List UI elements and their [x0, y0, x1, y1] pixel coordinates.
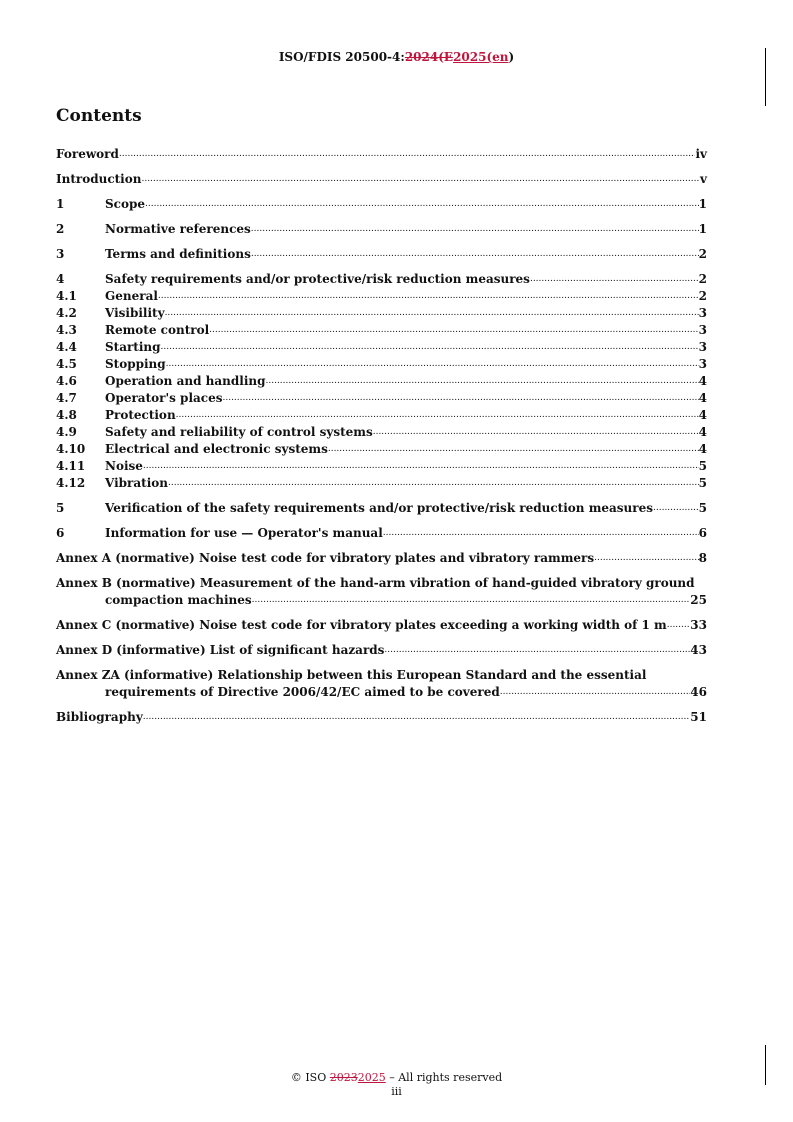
- toc-label: Noise: [105, 459, 143, 473]
- toc-label: Vibration: [105, 476, 168, 490]
- document-header: [0, 50, 793, 64]
- toc-number: 4.5: [56, 357, 77, 371]
- toc-number: 6: [56, 526, 65, 540]
- toc-leader: [165, 305, 699, 322]
- copyright-inserted-year: 2025: [357, 1071, 386, 1084]
- toc-row-information-for-use[interactable]: [56, 525, 707, 542]
- toc-number: 4.9: [56, 425, 77, 439]
- toc-leader: [328, 441, 699, 458]
- copyright-deleted-year: 2023: [329, 1071, 358, 1084]
- toc-row-annex-a[interactable]: [56, 550, 707, 567]
- toc-page: 2: [698, 289, 707, 303]
- toc-leader: [373, 424, 699, 441]
- toc-label: General: [105, 289, 158, 303]
- toc-row-verification[interactable]: [56, 500, 707, 517]
- header-deleted-year: 2024(E: [404, 50, 454, 64]
- toc-page: iv: [695, 147, 707, 161]
- toc-leader: [166, 356, 699, 373]
- toc-label: Foreword: [56, 147, 119, 161]
- toc-label: Electrical and electronic systems: [105, 442, 328, 456]
- toc-row-4-2[interactable]: [56, 305, 707, 322]
- toc-label: Scope: [105, 197, 146, 211]
- header-prefix: ISO/FDIS 20500-4:: [278, 50, 405, 64]
- toc-page: 25: [690, 593, 707, 607]
- toc-label-line1: Annex B (normative) Measurement of the hand-arm vibration of hand-guided vibratory ground: [56, 576, 695, 590]
- toc-page: 5: [698, 501, 707, 515]
- toc-row-4-1[interactable]: [56, 288, 707, 305]
- toc-label: Annex A (normative) Noise test code for vibratory plates and vibratory rammers: [56, 551, 595, 565]
- toc-row-4-7[interactable]: [56, 390, 707, 407]
- toc-page: 46: [690, 685, 707, 699]
- toc-page: 4: [698, 408, 707, 422]
- toc-row-annex-b[interactable]: [56, 575, 707, 609]
- toc-leader: [176, 407, 699, 424]
- toc-row-4-12[interactable]: [56, 475, 707, 492]
- toc-leader: [500, 684, 691, 701]
- change-bar-top: [765, 48, 766, 106]
- toc-leader: [383, 525, 699, 542]
- toc-label: requirements of Directive 2006/42/EC aimed to be covered: [105, 685, 500, 699]
- toc-label-line1: Annex ZA (informative) Relationship between this European Standard and the essential: [56, 668, 647, 682]
- toc-page: 1: [698, 222, 707, 236]
- header-inserted-year: 2025(en: [453, 50, 509, 64]
- toc-page: 3: [698, 306, 707, 320]
- toc-label: Stopping: [105, 357, 166, 371]
- toc-row-4-8[interactable]: [56, 407, 707, 424]
- toc-page: 3: [698, 357, 707, 371]
- toc-label: Operation and handling: [105, 374, 266, 388]
- toc-label: Terms and definitions: [105, 247, 251, 261]
- toc-leader: [158, 288, 699, 305]
- toc-leader: [252, 592, 691, 609]
- toc-leader: [266, 373, 699, 390]
- page-number: iii: [391, 1085, 402, 1098]
- header-suffix: ): [508, 50, 515, 64]
- toc-leader: [143, 709, 691, 726]
- toc-row-4-9[interactable]: [56, 424, 707, 441]
- toc-leader: [161, 339, 699, 356]
- toc-number: 4.4: [56, 340, 77, 354]
- toc-label: Introduction: [56, 172, 142, 186]
- toc-leader: [667, 617, 691, 634]
- toc-page: 51: [690, 710, 707, 724]
- document-footer: [0, 1071, 793, 1098]
- toc-number: 4.1: [56, 289, 77, 303]
- toc-leader: [384, 642, 690, 659]
- toc-leader: [119, 146, 696, 163]
- toc-number: 3: [56, 247, 65, 261]
- toc-label: Normative references: [105, 222, 251, 236]
- toc-leader: [251, 246, 699, 263]
- toc-row-bibliography[interactable]: [56, 709, 707, 726]
- toc-row-annex-c[interactable]: [56, 617, 707, 634]
- toc-label: Visibility: [105, 306, 165, 320]
- toc-label: Protection: [105, 408, 176, 422]
- toc-number: 4.3: [56, 323, 77, 337]
- toc-leader: [145, 196, 699, 213]
- toc-page: 1: [698, 197, 707, 211]
- toc-row-normative-references[interactable]: [56, 221, 707, 238]
- toc-page: 3: [698, 340, 707, 354]
- toc-label: Verification of the safety requirements and/or protective/risk reduction measures: [105, 501, 653, 515]
- toc-leader: [251, 221, 699, 238]
- contents-title: Contents: [56, 106, 142, 126]
- toc-number: 4: [56, 272, 65, 286]
- toc-row-4-6[interactable]: [56, 373, 707, 390]
- toc-label: Remote control: [105, 323, 210, 337]
- toc-number: 4.10: [56, 442, 86, 456]
- toc-page: 8: [698, 551, 707, 565]
- toc-leader: [222, 390, 698, 407]
- toc-page: 4: [698, 374, 707, 388]
- toc-label: Information for use — Operator's manual: [105, 526, 383, 540]
- toc-page: 5: [698, 476, 707, 490]
- toc-leader: [143, 458, 699, 475]
- toc-label: Bibliography: [56, 710, 143, 724]
- toc-number: 4.7: [56, 391, 77, 405]
- toc-page: 5: [698, 459, 707, 473]
- toc-leader: [209, 322, 699, 339]
- toc-leader: [168, 475, 699, 492]
- toc-number: 2: [56, 222, 65, 236]
- toc-page: 43: [690, 643, 707, 657]
- toc-page: v: [700, 172, 707, 186]
- toc-leader: [530, 271, 699, 288]
- toc-row-4-4[interactable]: [56, 339, 707, 356]
- toc-page: 4: [698, 391, 707, 405]
- toc-page: 6: [698, 526, 707, 540]
- toc-row-annex-d[interactable]: [56, 642, 707, 659]
- toc-leader: [594, 550, 699, 567]
- toc-page: 3: [698, 323, 707, 337]
- toc-page: 2: [698, 247, 707, 261]
- toc-number: 4.2: [56, 306, 77, 320]
- toc-number: 4.6: [56, 374, 77, 388]
- toc-row-foreword[interactable]: [56, 146, 707, 163]
- toc-label: compaction machines: [105, 593, 252, 607]
- toc-number: 4.8: [56, 408, 77, 422]
- toc-row-4-10[interactable]: [56, 441, 707, 458]
- toc-row-terms-definitions[interactable]: [56, 246, 707, 263]
- toc-row-introduction[interactable]: [56, 171, 707, 188]
- toc-page: 4: [698, 442, 707, 456]
- toc-page: 33: [690, 618, 707, 632]
- toc-leader: [141, 171, 700, 188]
- toc-row-4-3[interactable]: [56, 322, 707, 339]
- toc-number: 1: [56, 197, 65, 211]
- toc-row-safety-requirements[interactable]: [56, 271, 707, 288]
- toc-label: Annex D (informative) List of significant hazards: [56, 643, 385, 657]
- toc-row-4-11[interactable]: [56, 458, 707, 475]
- toc-label: Starting: [105, 340, 161, 354]
- toc-leader: [653, 500, 699, 517]
- copyright-suffix: – All rights reserved: [385, 1071, 503, 1084]
- table-of-contents: [56, 146, 707, 726]
- toc-page: 2: [698, 272, 707, 286]
- toc-row-annex-za[interactable]: [56, 667, 707, 701]
- toc-label: Safety requirements and/or protective/risk reduction measures: [105, 272, 530, 286]
- toc-row-scope[interactable]: [56, 196, 707, 213]
- copyright-prefix: © ISO: [290, 1071, 330, 1084]
- toc-row-4-5[interactable]: [56, 356, 707, 373]
- toc-page: 4: [698, 425, 707, 439]
- toc-label: Annex C (normative) Noise test code for vibratory plates exceeding a working width of 1 m: [56, 618, 667, 632]
- toc-label: Safety and reliability of control systems: [105, 425, 373, 439]
- toc-label: Operator's places: [105, 391, 223, 405]
- toc-number: 4.11: [56, 459, 86, 473]
- toc-number: 5: [56, 501, 65, 515]
- toc-number: 4.12: [56, 476, 86, 490]
